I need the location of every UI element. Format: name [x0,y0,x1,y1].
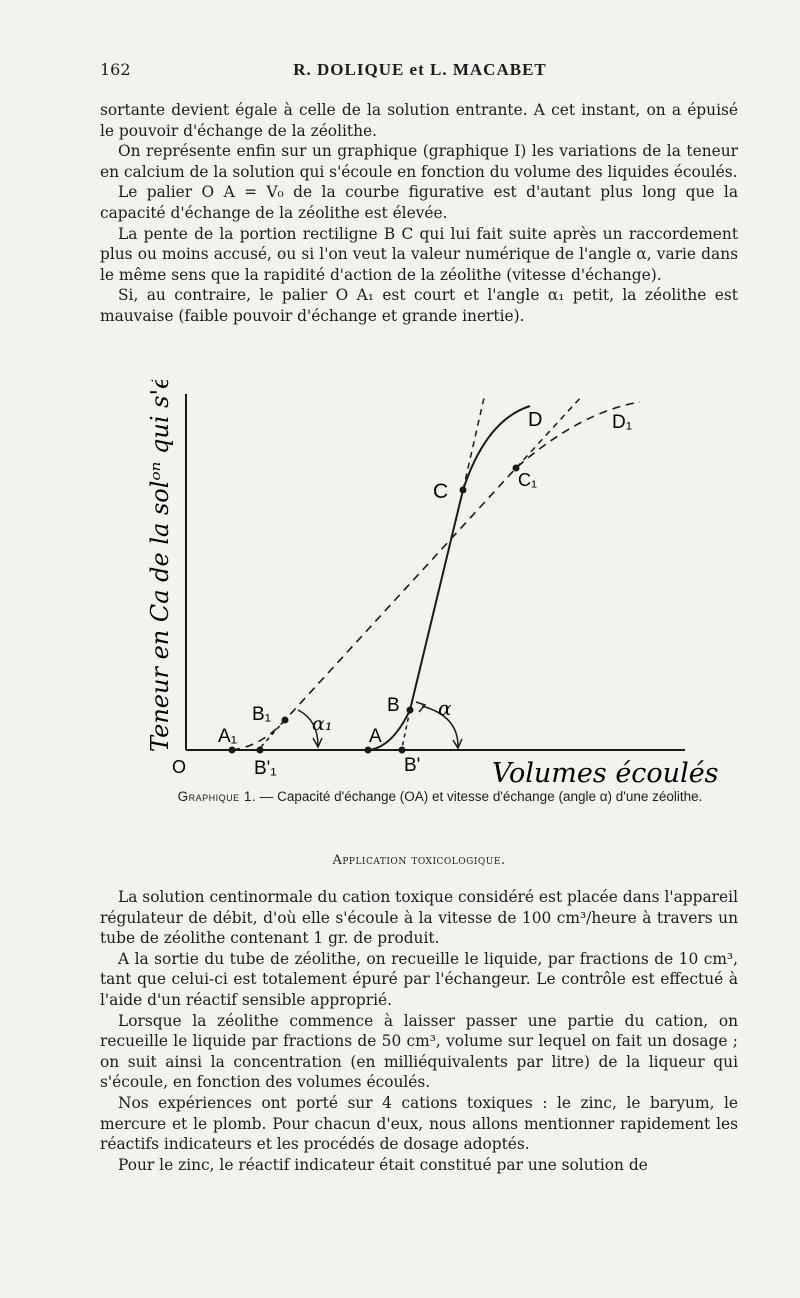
label-b-prime: B' [404,755,421,776]
label-a: A [369,726,382,747]
label-c1: C₁ [518,470,538,490]
label-d: D [528,409,543,431]
figure-caption [140,788,740,806]
caption-text: — Capacité d'échange (OA) et vitesse d'échange (angle α) d'une zéolithe. [259,789,703,804]
paragraph: Le palier O A = V₀ de la courbe figurative est d'autant plus long que la capacité d'échange de la zéolithe est élevée. [100,183,738,222]
top-text-block [100,100,738,327]
x-axis-label: Volumes écoulés [492,758,719,789]
paragraph: La solution centinormale du cation toxique considéré est placée dans l'appareil régulateur de débit, d'où elle s'écoule à la vitesse de 100 cm³/heure à travers un tube de zéolithe contenant 1 gr. de produit. [100,888,738,948]
point-b1 [282,717,289,724]
tangent-b-extension [402,710,410,748]
label-c: C [433,480,449,503]
label-d1: D₁ [612,412,633,433]
point-b1-prime [257,747,264,754]
page-number: 162 [100,60,131,79]
paragraph: Nos expériences ont porté sur 4 cations toxiques : le zinc, le baryum, le mercure et le plomb. Pour chacun d'eux, nous allons mentionner rapidement les réactifs indicateurs et les procédés de dosage adoptés. [100,1093,738,1154]
page-header [100,60,740,86]
caption-label: Graphique 1. [177,789,257,804]
curve-poor-zeolite [232,402,640,750]
paragraph: La pente de la portion rectiligne B C qui lui fait suite après un raccordement plus ou moins accusé, ou si l'on veut la valeur numérique de l'angle α, varie dans le même sens que la rapidité d'action de la zéolithe (vitesse d'échange). [100,224,738,284]
label-b: B [387,695,400,716]
y-axis-label: Teneur en Ca de la solᵒⁿ qui s'écoule [146,380,174,752]
tangent-bc-extension [463,398,484,490]
angle-alpha-arrow-top [416,702,425,712]
paragraph: On représente enfin sur un graphique (graphique I) les variations de la teneur en calcium de la solution qui s'écoule en fonction du volume des liquides écoulés. [100,142,738,181]
label-a1: A₁ [218,726,238,747]
paragraph: Lorsque la zéolithe commence à laisser passer une partie du cation, on recueille le liquide par fractions de 50 cm³, volume sur lequel on fait un dosage ; on suit ainsi la concentration (en milliéquivalents par litre) de la liqueur qui s'écoule, en fonction des volumes écoulés. [100,1011,738,1092]
paragraph: sortante devient égale à celle de la solution entrante. A cet instant, on a épuisé le pouvoir d'échange de la zéolithe. [100,101,738,140]
point-b [407,707,414,714]
graph-figure [0,380,800,800]
exchange-graph [0,380,800,800]
point-b-prime [399,747,406,754]
label-alpha1: α₁ [312,713,333,735]
label-b1: B₁ [252,704,272,725]
label-alpha: α [438,696,452,720]
point-a [365,747,372,754]
paragraph: Pour le zinc, le réactif indicateur était constitué par une solution de [118,1155,648,1174]
point-a1 [229,747,236,754]
paragraph: A la sortie du tube de zéolithe, on recueille le liquide, par fractions de 10 cm³, tant que celui-ci est totalement épuré par l'échangeur. Le contrôle est effectué à l'aide d'un réactif sensible approprié. [100,949,738,1009]
running-head: R. DOLIQUE et L. MACABET [293,60,547,79]
curve-good-zeolite [186,406,530,750]
label-b1-prime: B'₁ [254,758,277,779]
point-c [460,487,467,494]
paragraph: Si, au contraire, le palier O A₁ est court et l'angle α₁ petit, la zéolithe est mauvaise (faible pouvoir d'échange et grande inertie). [100,286,738,325]
section-title: Application toxicologique. [332,853,506,868]
bottom-text-block [100,887,738,1175]
label-origin: O [172,757,187,777]
